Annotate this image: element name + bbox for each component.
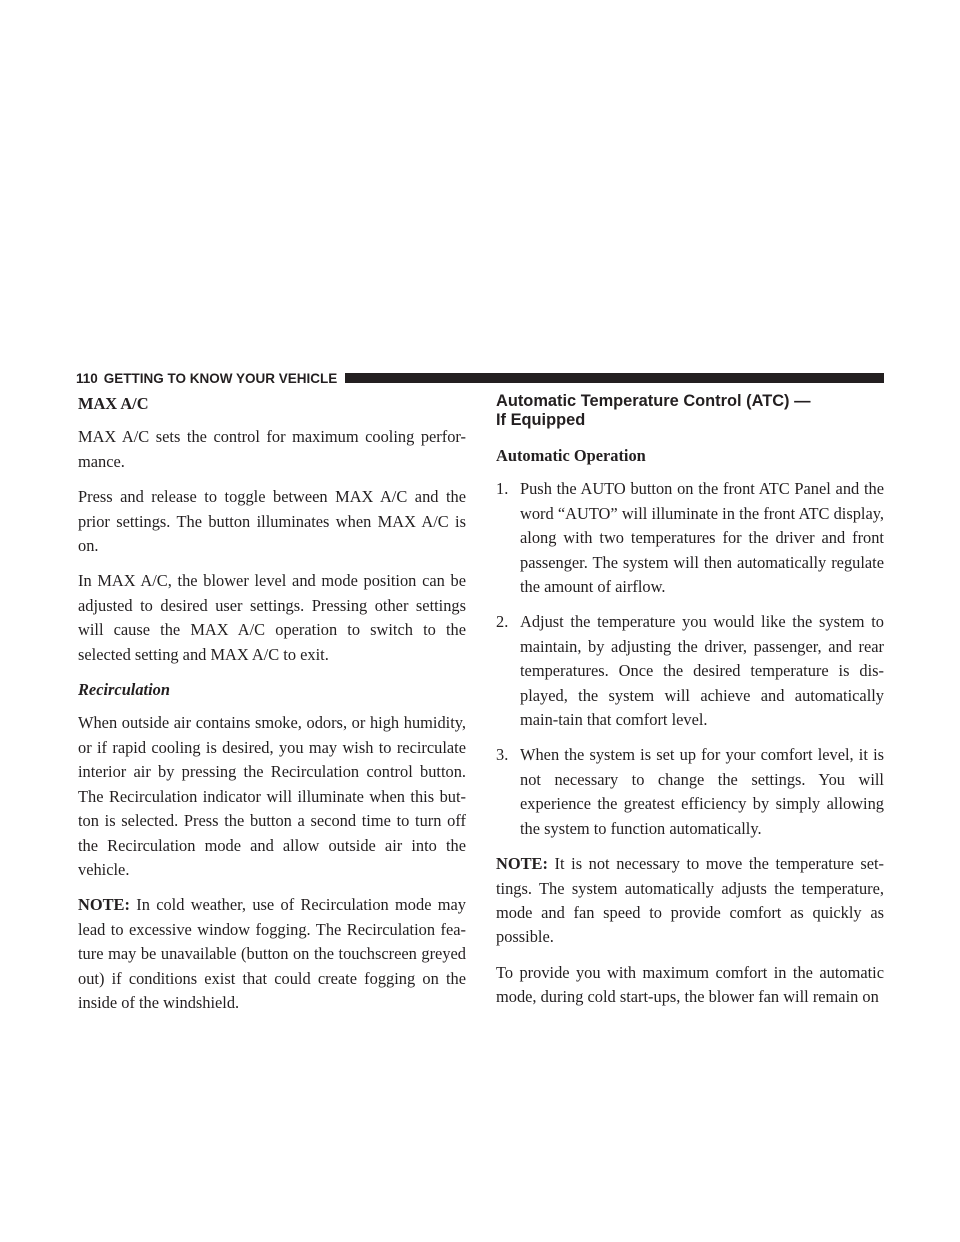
max-ac-paragraph-3: In MAX A/C, the blower level and mode position can be adjusted to desired user settings. Pressing other settings will cause the MAX A/C operation to switch to the selected setting and MAX A/C to exit. [78, 571, 466, 664]
step-number: 3. [496, 745, 509, 765]
atc-heading-line-1: Automatic Temperature Control (ATC) — [496, 392, 811, 410]
closing-paragraph: To provide you with maximum comfort in the automatic mode, during cold start-ups, the blower fan will remain on [496, 962, 884, 1007]
max-ac-paragraph-1: MAX A/C sets the control for maximum cooling perfor-mance. [78, 427, 466, 471]
list-item [496, 477, 884, 599]
atc-heading [496, 392, 884, 430]
page-header [76, 370, 884, 386]
atc-heading-line-2: If Equipped [496, 411, 586, 429]
step-text: Push the AUTO button on the front ATC Panel and the word “AUTO” will illuminate in the front ATC display, along with two temperatures for the driver and front passenger. The system will then automatically regulate the amount of airflow. [520, 479, 884, 597]
step-text: Adjust the temperature you would like the system to maintain, by adjusting the driver, passenger, and rear temperatures. Once the desired temperature is dis-played, the system will achieve and automatically main-tain that comfort level. [520, 612, 884, 730]
max-ac-paragraph-2: Press and release to toggle between MAX A/C and the prior settings. The button illuminates when MAX A/C is on. [78, 487, 466, 556]
page-number: 110 [76, 370, 98, 386]
step-text: When the system is set up for your comfort level, it is not necessary to change the settings. You will experience the greatest efficiency by simply allowing the system to function automatically. [520, 745, 884, 838]
steps-list [496, 477, 884, 841]
atc-note [496, 852, 884, 950]
list-item [496, 610, 884, 732]
section-title: GETTING TO KNOW YOUR VEHICLE [103, 370, 338, 386]
step-number: 1. [496, 479, 509, 499]
step-number: 2. [496, 612, 509, 632]
list-item [496, 743, 884, 841]
header-rule [345, 373, 884, 383]
note-text: In cold weather, use of Recirculation mode may lead to excessive window fogging. The Recirculation fea-ture may be unavailable (button on the touchscreen greyed out) if conditions exist that could create fogging on the inside of the windshield. [78, 895, 466, 1012]
recirculation-paragraph: When outside air contains smoke, odors, or high humidity, or if rapid cooling is desired, you may wish to recirculate interior air by pressing the Recirculation control button. The Recirculation indicator will illuminate when this but-ton is selected. Press the button a second time to turn off the Recirculation mode and allow outside air into the vehicle. [78, 713, 466, 879]
right-column [496, 392, 884, 1021]
note-label: NOTE: [78, 895, 130, 915]
recirculation-note [78, 893, 466, 1015]
note-label: NOTE: [496, 854, 548, 874]
max-ac-heading: MAX A/C [78, 394, 149, 413]
recirculation-heading: Recirculation [78, 680, 170, 700]
note-text: It is not necessary to move the temperature set-tings. The system automatically adjusts the temperature, mode and fan speed to provide comfort as quickly as possible. [496, 854, 884, 947]
left-column [78, 392, 466, 1026]
automatic-operation-heading: Automatic Operation [496, 446, 646, 465]
